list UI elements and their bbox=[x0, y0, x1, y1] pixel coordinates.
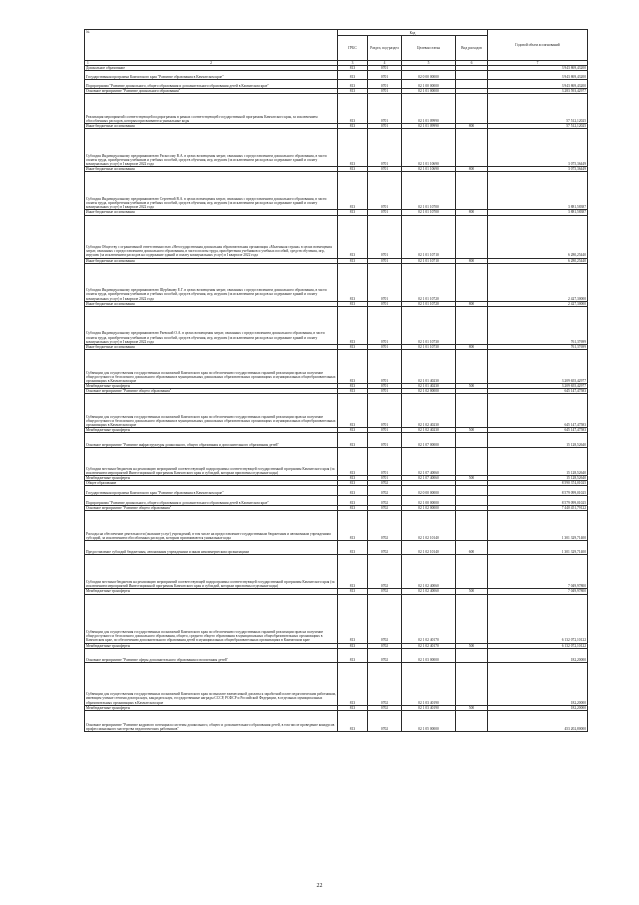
row-name: Подпрограмма "Развитие дошкольного, общего образования и дополнительного образования детей в Камчатском крае" bbox=[85, 496, 338, 506]
row-sum: 453 202,80000 bbox=[488, 710, 588, 731]
table-row bbox=[85, 541, 588, 555]
table-body bbox=[85, 66, 588, 732]
table-row bbox=[85, 486, 588, 496]
row-sum: 182,20000 bbox=[488, 662, 588, 705]
table-row bbox=[85, 215, 588, 258]
row-article: 02 1 02 10140 bbox=[402, 511, 456, 541]
row-name: Межбюджетные трансферты bbox=[85, 383, 338, 388]
row-expense bbox=[456, 172, 488, 210]
row-name: Межбюджетные трансферты bbox=[85, 476, 338, 481]
row-grbs: 813 bbox=[338, 710, 368, 731]
column-number: 7 bbox=[488, 61, 588, 66]
row-section: 0702 bbox=[368, 496, 402, 506]
row-expense bbox=[456, 306, 488, 344]
row-section: 0702 bbox=[368, 481, 402, 486]
row-sum: 3 881,58387 bbox=[488, 172, 588, 210]
row-section: 0701 bbox=[368, 476, 402, 481]
row-name: Межбюджетные трансферты bbox=[85, 643, 338, 648]
row-sum: 761,37699 bbox=[488, 306, 588, 344]
row-name: Субвенции для осуществления государственных полномочий Камчатского края по выплате ежемесячной доплаты к заработной плате педагогическим работникам, имеющим ученые степени доктора наук, кандидата наук, государственные награды СССР, РСФСР и Российской Федерации, в отдельных муниципальных образовательных организациях в Камчатском крае bbox=[85, 662, 338, 705]
row-sum: 8 579 099,01025 bbox=[488, 486, 588, 496]
row-section: 0702 bbox=[368, 648, 402, 662]
row-grbs: 813 bbox=[338, 167, 368, 172]
row-grbs: 813 bbox=[338, 506, 368, 511]
row-name: Субсидия Индивидуальному предпринимателю Раевской О.А. в целях возмещения затрат, связанных с предоставлением дошкольного образования, в части оплаты труда, приобретения учебников и учебных пособий, средств обучения, игр, игрушек (за исключением расходов на содержание зданий и оплату коммунальных услуг) в I квартале 2022 года bbox=[85, 306, 338, 344]
row-name: Основное мероприятие "Развитие общего образования" bbox=[85, 506, 338, 511]
row-name: Иные бюджетные ассигнования bbox=[85, 301, 338, 306]
row-article: 02 1 02 40060 bbox=[402, 555, 456, 589]
row-section: 0702 bbox=[368, 541, 402, 555]
row-name: Субсидия Индивидуальному предпринимателю Сергеевой В.А. в целях возмещения затрат, связанных с предоставлением дошкольного образования, в части оплаты труда, приобретения учебников и учебных пособий, средств обучения, игр, игрушек (за исключением расходов на содержание зданий и оплату коммунальных услуг) в I квартале 2022 года bbox=[85, 172, 338, 210]
row-expense: 600 bbox=[456, 541, 488, 555]
row-section: 0701 bbox=[368, 129, 402, 167]
table-row bbox=[85, 710, 588, 731]
row-expense bbox=[456, 511, 488, 541]
row-section: 0701 bbox=[368, 448, 402, 476]
row-sum: 645 147,47583 bbox=[488, 428, 588, 433]
row-grbs: 813 bbox=[338, 89, 368, 94]
row-grbs: 813 bbox=[338, 648, 368, 662]
header-grbs: ГРБС bbox=[338, 36, 368, 61]
row-expense bbox=[456, 129, 488, 167]
row-name: Межбюджетные трансферты bbox=[85, 589, 338, 594]
row-grbs: 813 bbox=[338, 486, 368, 496]
row-grbs: 813 bbox=[338, 662, 368, 705]
row-grbs: 813 bbox=[338, 94, 368, 124]
table-row bbox=[85, 433, 588, 448]
table-row bbox=[85, 80, 588, 89]
row-grbs: 813 bbox=[338, 448, 368, 476]
row-name: Субсидия Обществу с ограниченной ответственностью «Негосударственная дошкольная образовательная организация «Маленькая страна» в целях возмещения затрат, связанных с предоставлением дошкольного образования, в части оплаты труда, приобретения учебников и учебных пособий, средств обучения, игр, игрушек (за исключением расходов на содержание зданий и оплату коммунальных услуг) в I квартале 2022 года bbox=[85, 215, 338, 258]
row-sum: 3 283 593,42977 bbox=[488, 89, 588, 94]
row-article: 02 1 02 40170 bbox=[402, 594, 456, 643]
row-grbs: 813 bbox=[338, 129, 368, 167]
row-article: 02 1 03 00000 bbox=[402, 648, 456, 662]
row-section: 0702 bbox=[368, 705, 402, 710]
row-section: 0702 bbox=[368, 555, 402, 589]
row-name: Расходы на обеспечение деятельности (оказание услуг) учреждений, в том числе на предоставление государственным бюджетным и автономным учреждениям субсидий, за исключением обособленных расходов, которым присваиваются уникальные коды bbox=[85, 511, 338, 541]
table-row bbox=[85, 263, 588, 301]
header-article: Целевая статья bbox=[402, 36, 456, 61]
row-name: Государственная программа Камчатского края "Развитие образования в Камчатском крае" bbox=[85, 71, 338, 80]
row-section: 0701 bbox=[368, 210, 402, 215]
row-section: 0701 bbox=[368, 80, 402, 89]
column-number bbox=[85, 61, 338, 66]
table-row bbox=[85, 394, 588, 428]
row-grbs: 813 bbox=[338, 589, 368, 594]
row-article: 02 1 01 10730 bbox=[402, 306, 456, 344]
row-section: 0701 bbox=[368, 172, 402, 210]
row-section: 0701 bbox=[368, 258, 402, 263]
row-expense bbox=[456, 71, 488, 80]
row-article: 02 1 03 40190 bbox=[402, 662, 456, 705]
row-section: 0701 bbox=[368, 66, 402, 71]
row-sum: 3 209 655,42977 bbox=[488, 349, 588, 383]
row-sum: 645 147,47583 bbox=[488, 394, 588, 428]
row-sum: 3 881,58387 bbox=[488, 210, 588, 215]
header-no: № bbox=[85, 30, 338, 61]
row-section: 0701 bbox=[368, 167, 402, 172]
row-article: 02 0 00 00000 bbox=[402, 486, 456, 496]
row-section: 0701 bbox=[368, 349, 402, 383]
header-codes: Код bbox=[338, 30, 488, 36]
row-name: Субсидия Индивидуальному предпринимателю Щербакову Е.Г. в целях возмещения затрат, связанных с предоставлением дошкольного образования, в части оплаты труда, приобретения учебников и учебных пособий, средств обучения, игр, игрушек (за исключением расходов на содержание зданий и оплату коммунальных услуг) в I квартале 2022 года bbox=[85, 263, 338, 301]
row-sum: 6 280,25440 bbox=[488, 215, 588, 258]
row-expense: 500 bbox=[456, 476, 488, 481]
row-sum: 182,20000 bbox=[488, 705, 588, 710]
row-grbs: 813 bbox=[338, 388, 368, 393]
row-sum: 3 075,36449 bbox=[488, 167, 588, 172]
row-expense: 800 bbox=[456, 301, 488, 306]
row-grbs: 813 bbox=[338, 344, 368, 349]
row-grbs: 813 bbox=[338, 476, 368, 481]
table-row bbox=[85, 306, 588, 344]
row-expense bbox=[456, 263, 488, 301]
row-article: 02 1 01 10700 bbox=[402, 172, 456, 210]
row-sum: 7 440 451,79122 bbox=[488, 506, 588, 511]
table-header bbox=[85, 30, 588, 66]
row-article: 02 1 02 00000 bbox=[402, 506, 456, 511]
row-article: 02 1 07 40060 bbox=[402, 448, 456, 476]
row-section: 0701 bbox=[368, 301, 402, 306]
row-sum: 3 209 655,42977 bbox=[488, 383, 588, 388]
row-expense bbox=[456, 394, 488, 428]
header-expense: Вид расходов bbox=[456, 36, 488, 61]
row-section: 0702 bbox=[368, 511, 402, 541]
row-grbs: 813 bbox=[338, 383, 368, 388]
row-article: 02 1 01 10700 bbox=[402, 210, 456, 215]
row-expense bbox=[456, 433, 488, 448]
column-number: 6 bbox=[456, 61, 488, 66]
row-sum: 57 512,12025 bbox=[488, 94, 588, 124]
row-grbs: 813 bbox=[338, 496, 368, 506]
column-number: 4 bbox=[368, 61, 402, 66]
row-section: 0702 bbox=[368, 710, 402, 731]
row-grbs: 813 bbox=[338, 71, 368, 80]
row-section: 0702 bbox=[368, 643, 402, 648]
row-article: 02 1 07 00000 bbox=[402, 433, 456, 448]
row-grbs: 813 bbox=[338, 643, 368, 648]
row-article: 02 1 01 10710 bbox=[402, 215, 456, 258]
row-article: 02 1 01 09990 bbox=[402, 124, 456, 129]
row-name: Государственная программа Камчатского края "Развитие образования в Камчатском крае" bbox=[85, 486, 338, 496]
page-number: 22 bbox=[316, 883, 323, 889]
row-name: Основное мероприятие "Развитие инфраструктуры дошкольного, общего образования и дополнительного образования детей" bbox=[85, 433, 338, 448]
table-row bbox=[85, 172, 588, 210]
row-grbs: 813 bbox=[338, 433, 368, 448]
row-expense bbox=[456, 94, 488, 124]
row-expense: 500 bbox=[456, 428, 488, 433]
row-expense: 800 bbox=[456, 258, 488, 263]
row-article: 02 1 02 40230 bbox=[402, 428, 456, 433]
row-sum: 645 147,47583 bbox=[488, 388, 588, 393]
row-expense: 500 bbox=[456, 705, 488, 710]
row-article: 02 1 02 00000 bbox=[402, 388, 456, 393]
row-section: 0701 bbox=[368, 344, 402, 349]
table-row bbox=[85, 511, 588, 541]
row-sum: 3 943 869,43200 bbox=[488, 71, 588, 80]
row-section: 0702 bbox=[368, 486, 402, 496]
row-name: Общее образование bbox=[85, 481, 338, 486]
row-grbs: 813 bbox=[338, 306, 368, 344]
row-name: Дошкольное образование bbox=[85, 66, 338, 71]
row-name: Основное мероприятие "Развитие дошкольного образования" bbox=[85, 89, 338, 94]
table-row bbox=[85, 349, 588, 383]
row-sum: 1 301 329,71400 bbox=[488, 511, 588, 541]
row-expense bbox=[456, 555, 488, 589]
table-row bbox=[85, 71, 588, 80]
table-row bbox=[85, 555, 588, 589]
row-sum: 3 943 869,43200 bbox=[488, 66, 588, 71]
row-expense bbox=[456, 486, 488, 496]
row-grbs: 813 bbox=[338, 481, 368, 486]
row-sum: 8 579 099,01025 bbox=[488, 496, 588, 506]
row-article: 02 1 00 00000 bbox=[402, 80, 456, 89]
row-article: 02 1 00 00000 bbox=[402, 496, 456, 506]
row-article: 02 1 01 10710 bbox=[402, 258, 456, 263]
column-number: 2 bbox=[210, 61, 212, 65]
row-section: 0701 bbox=[368, 388, 402, 393]
row-expense bbox=[456, 648, 488, 662]
row-name: Реализация мероприятий соответствующей подпрограммы в рамках соответствующей государственной программы Камчатского края, за исключением обособленных расходов, которым присваиваются уникальные коды bbox=[85, 94, 338, 124]
row-article: 02 1 01 10720 bbox=[402, 263, 456, 301]
table-row bbox=[85, 129, 588, 167]
row-sum: 2 427,30000 bbox=[488, 263, 588, 301]
row-name: Иные бюджетные ассигнования bbox=[85, 167, 338, 172]
row-article: 02 1 02 40060 bbox=[402, 589, 456, 594]
row-sum: 6 280,25440 bbox=[488, 258, 588, 263]
row-name: Основное мероприятие "Развитие кадрового потенциала системы дошкольного, общего и дополнительного образования детей, в том числе проведение конкурсов профессионального мастерства педагогических работников" bbox=[85, 710, 338, 731]
row-expense: 800 bbox=[456, 124, 488, 129]
table-row bbox=[85, 594, 588, 643]
row-article: 02 1 01 10730 bbox=[402, 344, 456, 349]
row-section: 0702 bbox=[368, 594, 402, 643]
row-name: Субсидии местным бюджетам на реализацию мероприятий соответствующей подпрограммы соответствующей государственной программы Камчатского края (за исключением мероприятий Инвестиционной программы Камчатского края и субсидий, которым присвоены отдельные коды) bbox=[85, 555, 338, 589]
row-grbs: 813 bbox=[338, 66, 368, 71]
table-row bbox=[85, 648, 588, 662]
row-section: 0701 bbox=[368, 89, 402, 94]
row-sum: 6 132 072,10122 bbox=[488, 594, 588, 643]
row-name: Субсидия Индивидуальному предпринимателю Раскосому В.А. в целях возмещения затрат, связанных с предоставлением дошкольного образования, в части оплаты труда, приобретения учебников и учебных пособий, средств обучения, игр, игрушек (за исключением расходов на содержание зданий и оплату коммунальных услуг) в I квартале 2022 года bbox=[85, 129, 338, 167]
row-grbs: 813 bbox=[338, 124, 368, 129]
row-article: 02 1 05 00000 bbox=[402, 710, 456, 731]
row-section: 0701 bbox=[368, 433, 402, 448]
row-grbs: 813 bbox=[338, 555, 368, 589]
row-name: Иные бюджетные ассигнования bbox=[85, 124, 338, 129]
row-grbs: 813 bbox=[338, 511, 368, 541]
row-expense bbox=[456, 448, 488, 476]
row-article: 02 1 01 09990 bbox=[402, 94, 456, 124]
row-sum: 7 049,97800 bbox=[488, 555, 588, 589]
table-row bbox=[85, 448, 588, 476]
row-expense: 800 bbox=[456, 210, 488, 215]
row-expense bbox=[456, 594, 488, 643]
row-sum: 2 427,30000 bbox=[488, 301, 588, 306]
row-expense bbox=[456, 349, 488, 383]
row-sum: 3 943 869,43200 bbox=[488, 80, 588, 89]
row-grbs: 813 bbox=[338, 428, 368, 433]
row-sum: 3 075,36449 bbox=[488, 129, 588, 167]
row-section: 0701 bbox=[368, 215, 402, 258]
row-grbs: 813 bbox=[338, 210, 368, 215]
row-article: 02 1 01 40230 bbox=[402, 383, 456, 388]
row-sum: 15 128,52640 bbox=[488, 448, 588, 476]
row-name: Основное мероприятие "Развитие сферы дополнительного образования и воспитания детей" bbox=[85, 648, 338, 662]
row-sum: 15 128,52640 bbox=[488, 476, 588, 481]
row-section: 0701 bbox=[368, 428, 402, 433]
row-sum: 8 590 374,01025 bbox=[488, 481, 588, 486]
row-section: 0701 bbox=[368, 263, 402, 301]
budget-table bbox=[84, 29, 588, 732]
row-expense: 800 bbox=[456, 344, 488, 349]
row-expense: 800 bbox=[456, 167, 488, 172]
row-sum: 761,37699 bbox=[488, 344, 588, 349]
row-sum: 7 049,97800 bbox=[488, 589, 588, 594]
header-sum: Годовой объем ассигнований bbox=[488, 30, 588, 61]
row-section: 0701 bbox=[368, 306, 402, 344]
row-section: 0702 bbox=[368, 589, 402, 594]
row-expense bbox=[456, 662, 488, 705]
row-name: Субвенции для осуществления государственных полномочий Камчатского края по обеспечению государственных гарантий реализации прав на получение общедоступного и бесплатного дошкольного образования в муниципальных дошкольных образовательных организациях и муниципальных общеобразовательных организациях в Камчатском крае bbox=[85, 349, 338, 383]
row-expense: 500 bbox=[456, 589, 488, 594]
column-number: 3 bbox=[338, 61, 368, 66]
row-article: 02 1 02 10140 bbox=[402, 541, 456, 555]
row-expense bbox=[456, 710, 488, 731]
row-grbs: 813 bbox=[338, 349, 368, 383]
row-section: 0701 bbox=[368, 124, 402, 129]
row-grbs: 813 bbox=[338, 705, 368, 710]
row-grbs: 813 bbox=[338, 301, 368, 306]
row-name: Межбюджетные трансферты bbox=[85, 428, 338, 433]
row-grbs: 813 bbox=[338, 80, 368, 89]
row-article: 02 1 07 40060 bbox=[402, 476, 456, 481]
row-sum: 15 128,52640 bbox=[488, 433, 588, 448]
row-article: 02 1 02 40170 bbox=[402, 643, 456, 648]
row-sum: 1 301 329,71400 bbox=[488, 541, 588, 555]
row-name: Субвенции для осуществления государственных полномочий Камчатского края по обеспечению государственных гарантий реализации прав на получение общедоступного и бесплатного дошкольного образования, общего, среднего общего образования в муниципальных общеобразовательных организациях в Камчатском крае, по обеспечению дополнительного образования детей в муниципальных общеобразовательных организациях в Камчатском крае bbox=[85, 594, 338, 643]
column-number: 1 bbox=[87, 61, 89, 65]
budget-sheet bbox=[84, 29, 587, 732]
row-article: 02 1 01 10690 bbox=[402, 167, 456, 172]
row-grbs: 813 bbox=[338, 263, 368, 301]
row-grbs: 813 bbox=[338, 394, 368, 428]
row-expense bbox=[456, 80, 488, 89]
row-grbs: 813 bbox=[338, 258, 368, 263]
row-article: 02 1 01 10690 bbox=[402, 129, 456, 167]
row-sum: 57 512,12025 bbox=[488, 124, 588, 129]
row-name: Субвенции для осуществления государственных полномочий Камчатского края по обеспечению государственных гарантий реализации прав на получение общедоступного и бесплатного дошкольного образования в муниципальных дошкольных образовательных организациях и муниципальных общеобразовательных организациях в Камчатском крае bbox=[85, 394, 338, 428]
row-article: 02 1 01 00000 bbox=[402, 89, 456, 94]
row-section: 0701 bbox=[368, 383, 402, 388]
table-row bbox=[85, 94, 588, 124]
row-article: 02 0 00 00000 bbox=[402, 71, 456, 80]
table-row bbox=[85, 496, 588, 506]
row-section: 0701 bbox=[368, 94, 402, 124]
row-name: Предоставление субсидий бюджетным, автономным учреждениям и иным некоммерческим организациям bbox=[85, 541, 338, 555]
row-expense: 500 bbox=[456, 643, 488, 648]
row-name: Иные бюджетные ассигнования bbox=[85, 210, 338, 215]
row-name: Иные бюджетные ассигнования bbox=[85, 344, 338, 349]
row-name: Субсидии местным бюджетам на реализацию мероприятий соответствующей подпрограммы соответствующей государственной программы Камчатского края (за исключением мероприятий Инвестиционной программы Камчатского края и субсидий, которым присвоены отдельные коды) bbox=[85, 448, 338, 476]
row-grbs: 813 bbox=[338, 172, 368, 210]
row-article: 02 1 03 40190 bbox=[402, 705, 456, 710]
row-grbs: 813 bbox=[338, 541, 368, 555]
row-expense bbox=[456, 496, 488, 506]
row-article: 02 1 02 40230 bbox=[402, 394, 456, 428]
table-row bbox=[85, 662, 588, 705]
row-expense: 500 bbox=[456, 383, 488, 388]
row-name: Основное мероприятие "Развитие общего образования" bbox=[85, 388, 338, 393]
column-number: 5 bbox=[402, 61, 456, 66]
row-expense bbox=[456, 215, 488, 258]
row-sum: 6 132 072,10122 bbox=[488, 643, 588, 648]
header-section: Раздел, под-раздел bbox=[368, 36, 402, 61]
row-name: Межбюджетные трансферты bbox=[85, 705, 338, 710]
row-section: 0701 bbox=[368, 71, 402, 80]
row-grbs: 813 bbox=[338, 594, 368, 643]
row-sum: 182,20000 bbox=[488, 648, 588, 662]
row-section: 0702 bbox=[368, 662, 402, 705]
row-name: Иные бюджетные ассигнования bbox=[85, 258, 338, 263]
row-grbs: 813 bbox=[338, 215, 368, 258]
row-section: 0701 bbox=[368, 394, 402, 428]
row-article: 02 1 01 10720 bbox=[402, 301, 456, 306]
row-article: 02 1 01 40230 bbox=[402, 349, 456, 383]
row-section: 0702 bbox=[368, 506, 402, 511]
row-name: Подпрограмма "Развитие дошкольного, общего образования и дополнительного образования детей в Камчатском крае" bbox=[85, 80, 338, 89]
